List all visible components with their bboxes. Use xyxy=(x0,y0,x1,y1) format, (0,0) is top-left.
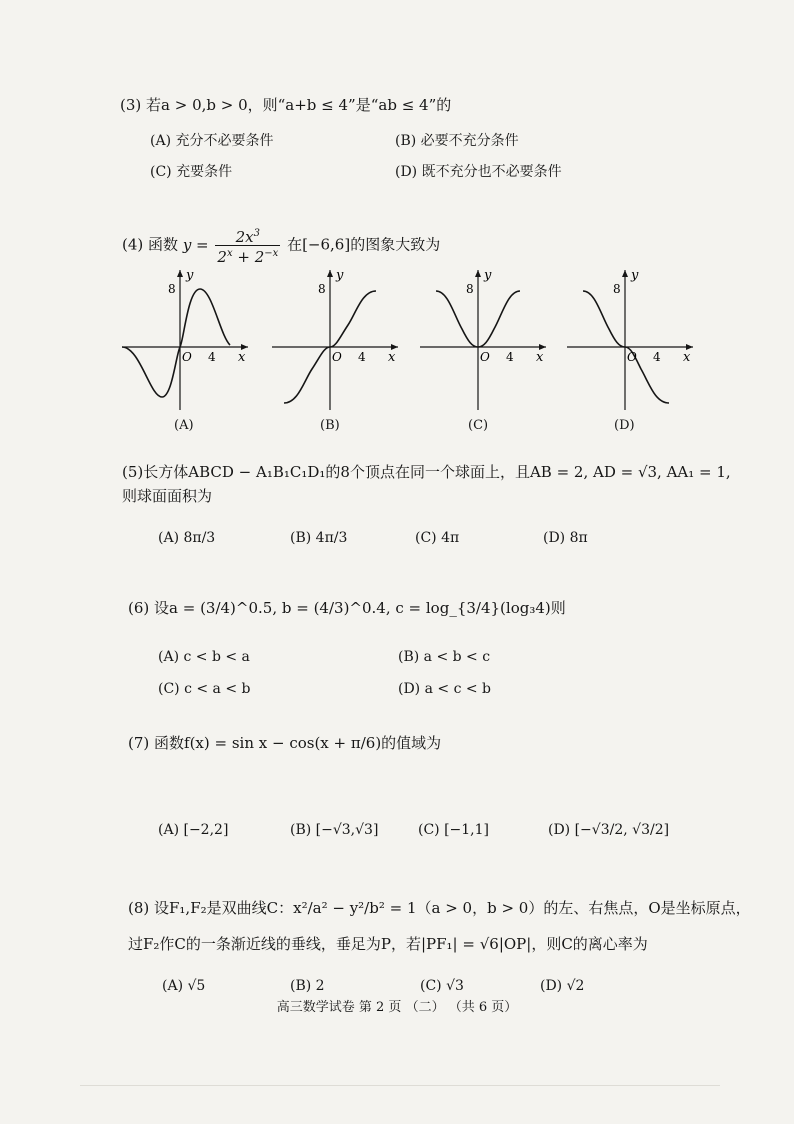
q8-option-a: (A) √5 xyxy=(162,978,206,994)
q3-option-a: (A) 充分不必要条件 xyxy=(150,133,274,149)
q4-graph-a-origin: O xyxy=(182,350,192,364)
q3-option-c: (C) 充要条件 xyxy=(150,164,233,180)
q5-option-a: (A) 8π/3 xyxy=(158,530,216,546)
q4-graph-b-tick-x: 4 xyxy=(358,350,366,364)
q8-option-b: (B) 2 xyxy=(290,978,325,994)
q6-stem: (6) 设a = (3/4)^0.5, b = (4/3)^0.4, c = log_{3/4}(log₃4)则 xyxy=(128,599,566,617)
page-footer: 高三数学试卷 第 2 页 （二） （共 6 页） xyxy=(276,1000,518,1015)
q8-stem-2: 过F₂作C的一条渐近线的垂线，垂足为P，若|PF₁| = √6|OP|，则C的离心率为 xyxy=(128,935,648,953)
q3-option-b: (B) 必要不充分条件 xyxy=(395,133,519,149)
q4-function: y = $\frac{2x^3}{2^x + 2^{-x}}$ xyxy=(182,228,279,266)
q4-graph-a-tick-y: 8 xyxy=(168,282,176,296)
q4-graph-d-x-label: x xyxy=(683,350,691,365)
q5-stem-2: 则球面面积为 xyxy=(122,487,213,505)
q4-graph-a-y-label: y xyxy=(186,268,194,283)
q4-graph-a-label: (A) xyxy=(174,418,194,433)
q5-option-d: (D) 8π xyxy=(543,530,588,546)
q4-stem-suffix: 在[−6,6]的图象大致为 xyxy=(287,235,441,254)
q4-graph-c-x-label: x xyxy=(536,350,544,365)
q4-graph-a xyxy=(120,265,250,415)
bleed-through-line xyxy=(80,1085,720,1086)
q4-graph-c-label: (C) xyxy=(468,418,489,433)
q5-option-c: (C) 4π xyxy=(415,530,460,546)
q4-graph-a-x-label: x xyxy=(238,350,246,365)
q4-graph-c-origin: O xyxy=(480,350,490,364)
q7-option-a: (A) [−2,2] xyxy=(158,822,229,838)
q8-option-d: (D) √2 xyxy=(540,978,585,994)
q4-graph-a-tick-x: 4 xyxy=(208,350,216,364)
q6-option-d: (D) a < c < b xyxy=(398,681,492,697)
q4-graph-c-tick-y: 8 xyxy=(466,282,474,296)
q7-option-d: (D) [−√3/2, √3/2] xyxy=(548,822,670,838)
q6-option-b: (B) a < b < c xyxy=(398,649,491,665)
q5-option-b: (B) 4π/3 xyxy=(290,530,348,546)
q4-graph-d-origin: O xyxy=(627,350,637,364)
q7-option-b: (B) [−√3,√3] xyxy=(290,822,379,838)
q4-graph-c-tick-x: 4 xyxy=(506,350,514,364)
q7-stem: (7) 函数f(x) = sin x − cos(x + π/6)的值域为 xyxy=(128,734,442,752)
q4-stem-prefix: (4) 函数 xyxy=(122,235,179,254)
q4-graph-d-tick-x: 4 xyxy=(653,350,661,364)
q7-option-c: (C) [−1,1] xyxy=(418,822,490,838)
q4-graph-d xyxy=(565,265,695,415)
q5-stem: (5)长方体ABCD − A₁B₁C₁D₁的8个顶点在同一个球面上，且AB = 2, AD = √3, AA₁ = 1, xyxy=(122,463,731,481)
q3-option-d: (D) 既不充分也不必要条件 xyxy=(395,164,562,180)
q4-graph-b-x-label: x xyxy=(388,350,396,365)
q4-graph-c-y-label: y xyxy=(484,268,492,283)
q4-graph-c xyxy=(418,265,548,415)
q4-graph-b-tick-y: 8 xyxy=(318,282,326,296)
q4-graph-b-origin: O xyxy=(332,350,342,364)
q4-graph-b-y-label: y xyxy=(336,268,344,283)
q3-stem: (3) 若a > 0,b > 0，则“a+b ≤ 4”是“ab ≤ 4”的 xyxy=(120,96,452,114)
q4-graph-d-label: (D) xyxy=(614,418,635,433)
q4-graph-b-label: (B) xyxy=(320,418,340,433)
q4-graph-d-y-label: y xyxy=(631,268,639,283)
q6-option-c: (C) c < a < b xyxy=(158,681,251,697)
q8-stem: (8) 设F₁,F₂是双曲线C：x²/a² − y²/b² = 1（a > 0，b > 0）的左、右焦点，O是坐标原点， xyxy=(128,899,751,917)
q4-graph-d-tick-y: 8 xyxy=(613,282,621,296)
q4-graph-b xyxy=(270,265,400,415)
q6-option-a: (A) c < b < a xyxy=(158,649,250,665)
q8-option-c: (C) √3 xyxy=(420,978,464,994)
q4-stem xyxy=(122,226,440,265)
